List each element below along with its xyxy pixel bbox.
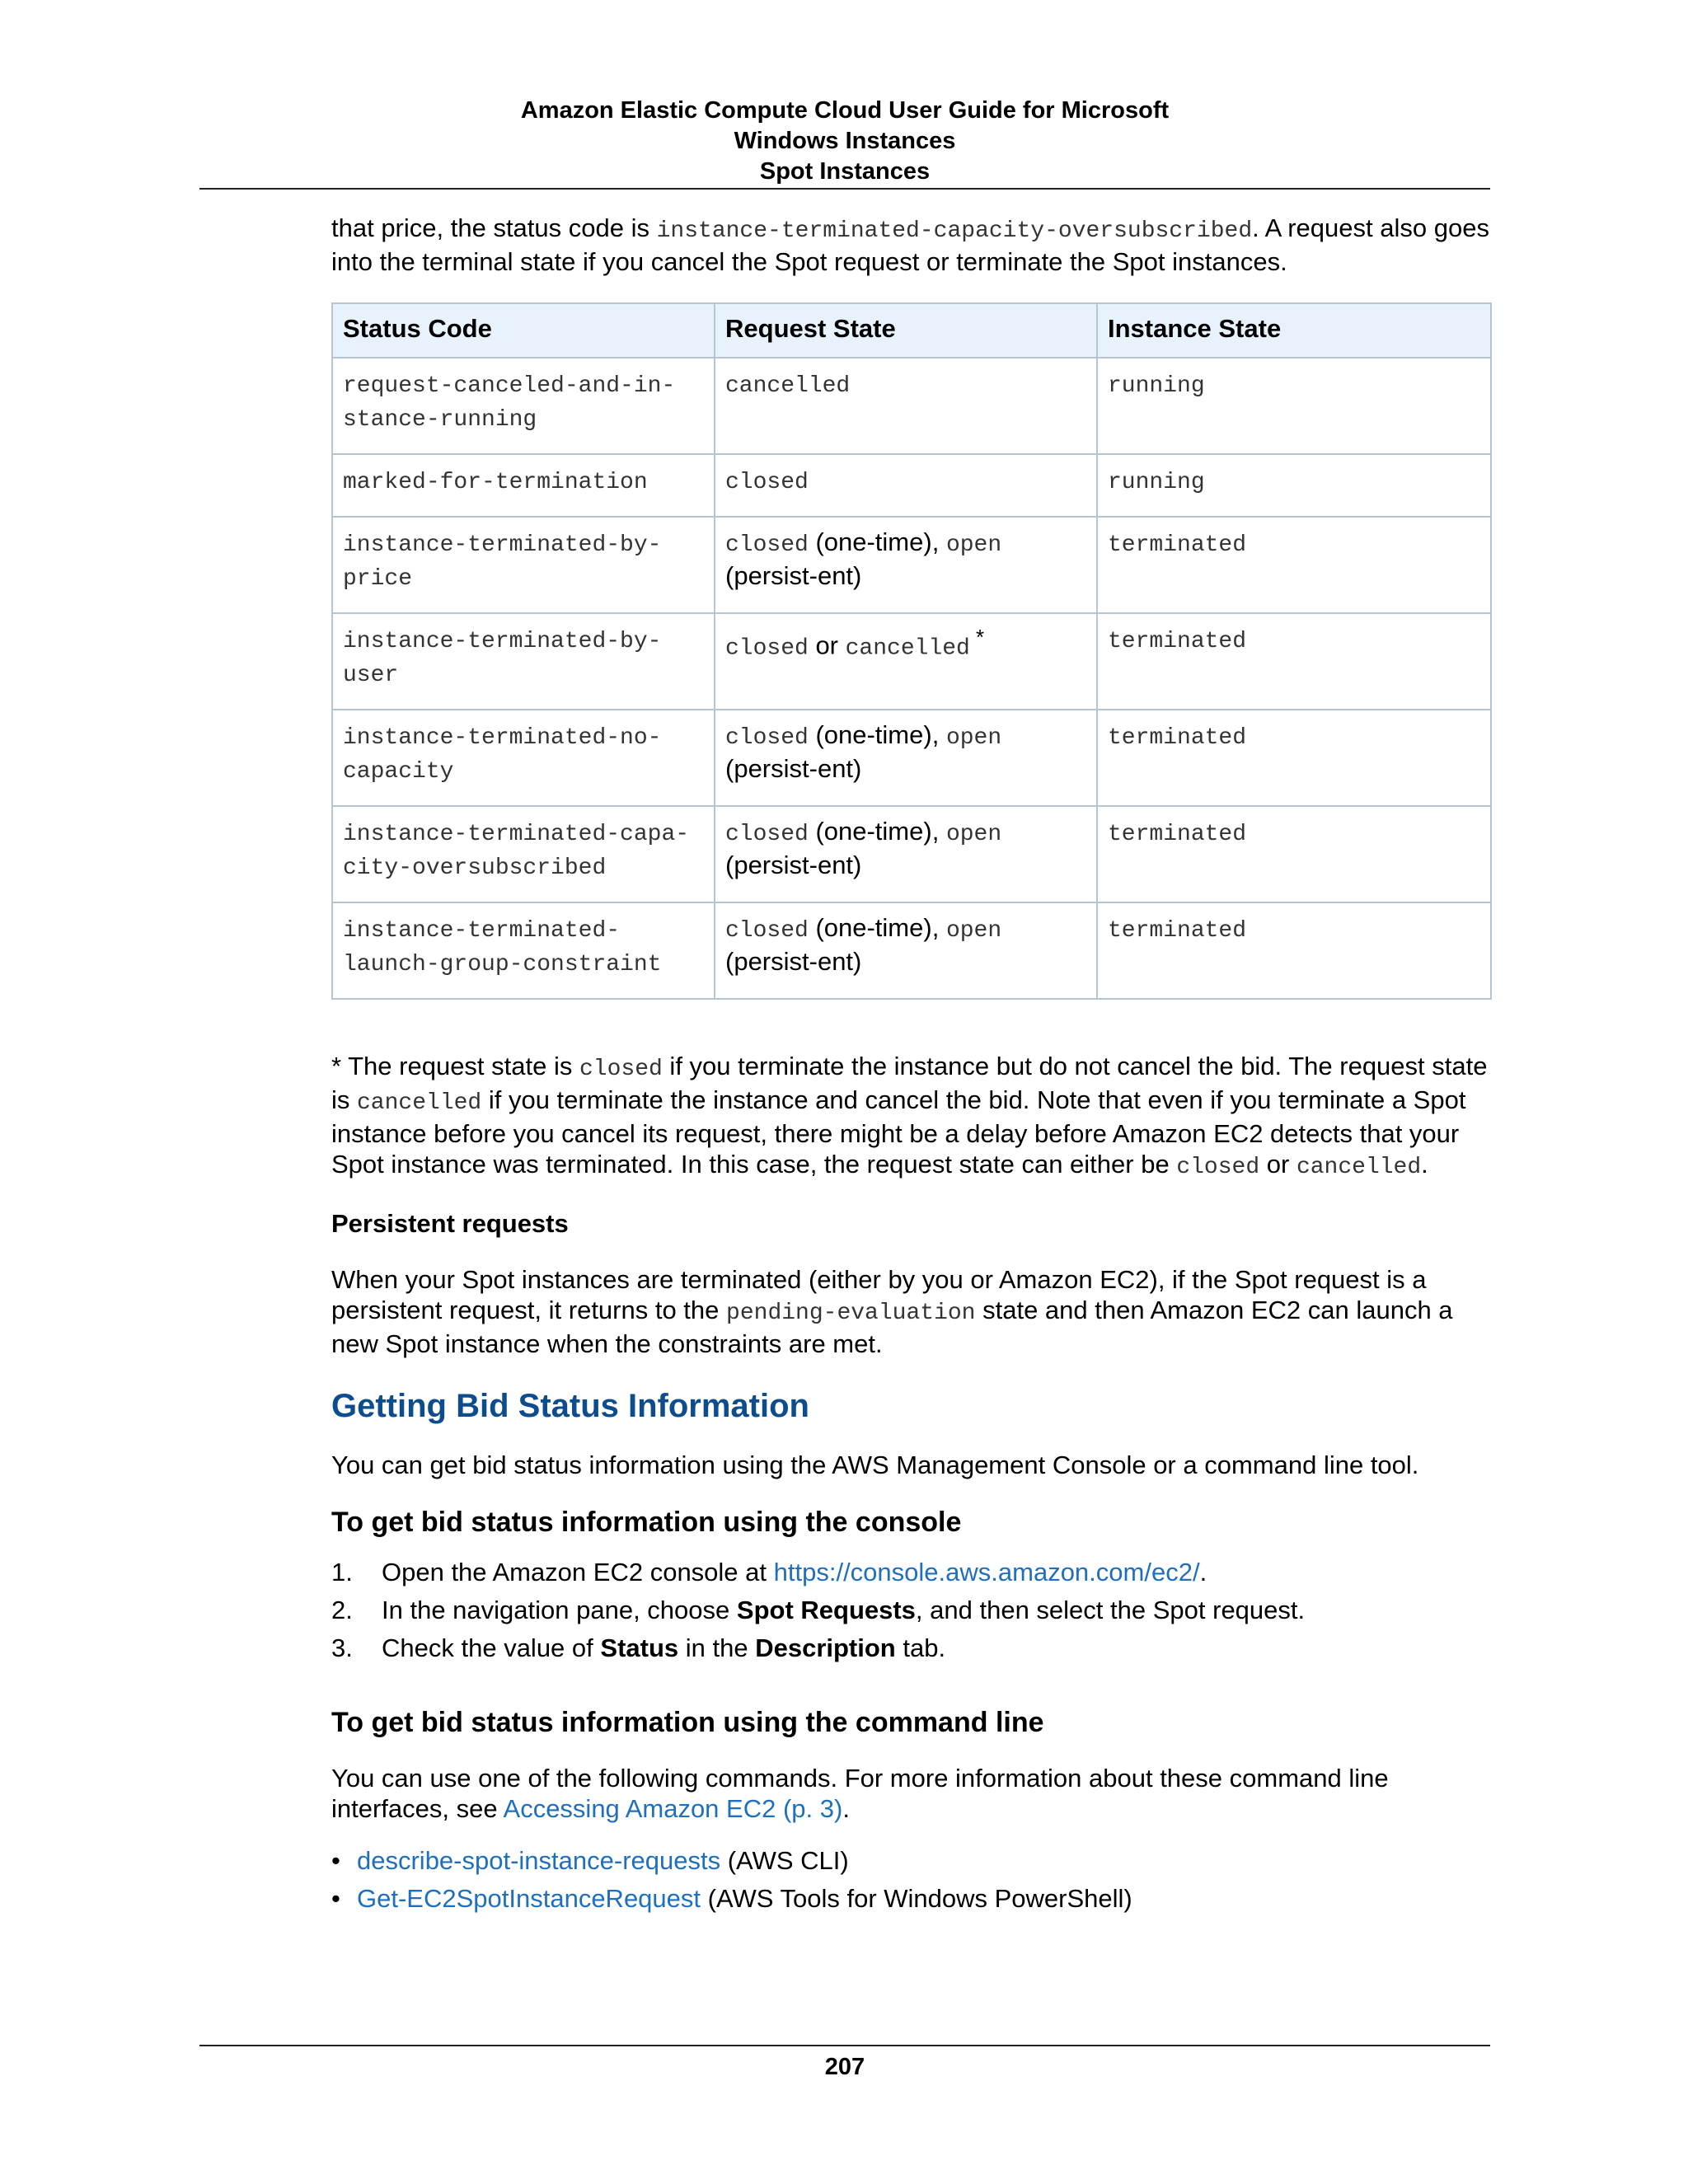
request-state-code: closed <box>725 918 809 944</box>
col-header-request-state: Request State <box>715 303 1097 358</box>
instance-state-cell <box>1097 517 1491 613</box>
list-item <box>331 1595 1490 1625</box>
intro-text-2: . A request also goes into the terminal state if you cancel the Spot request or terminate the Spot instances. <box>331 213 1489 276</box>
request-state-cell <box>715 358 1097 454</box>
step-bold-2: Description <box>755 1633 896 1662</box>
request-state-code: closed <box>725 470 809 495</box>
status-code-part-2: city-oversubscribed <box>343 855 607 881</box>
table-row <box>332 613 1491 710</box>
step-text-mid: in the <box>678 1633 756 1662</box>
command-note: (AWS Tools for Windows PowerShell) <box>701 1884 1132 1913</box>
step-text: Open the Amazon EC2 console at <box>382 1558 774 1586</box>
status-code-cell <box>332 454 715 517</box>
footnote-code-2: cancelled <box>357 1090 482 1116</box>
cli-text-1: You can use one of the following commands. For more information about these command line interfaces, see <box>331 1764 1389 1823</box>
step-number: 3. <box>331 1633 353 1662</box>
section-title: Getting Bid Status Information <box>331 1388 809 1424</box>
step-text: Check the value of <box>382 1633 601 1662</box>
console-heading: To get bid status information using the console <box>331 1507 962 1538</box>
status-code-cell <box>332 613 715 710</box>
page-content <box>331 213 1490 1921</box>
table-row <box>332 710 1491 806</box>
table-row <box>332 454 1491 517</box>
status-code-part-2: launch-group-constraint <box>343 952 662 977</box>
describe-spot-link[interactable]: describe-spot-instance-requests <box>357 1846 721 1875</box>
get-ec2-spot-link[interactable]: Get-EC2SpotInstanceRequest <box>357 1884 701 1913</box>
list-item <box>331 1845 1490 1876</box>
table-row <box>332 806 1491 902</box>
cli-commands <box>331 1845 1490 1914</box>
console-steps <box>331 1557 1490 1663</box>
request-state-code: closed <box>725 822 809 847</box>
step-bold: Spot Requests <box>736 1596 916 1624</box>
footnote-code-1: closed <box>579 1057 663 1082</box>
instance-state-code: terminated <box>1108 725 1247 751</box>
status-code-cell <box>332 806 715 902</box>
persistent-heading: Persistent requests <box>331 1209 569 1238</box>
request-state-code: cancelled <box>725 373 851 399</box>
status-code-cell <box>332 710 715 806</box>
request-state-cell <box>715 613 1097 710</box>
intro-code: instance-terminated-capacity-oversubscribed <box>656 218 1253 244</box>
list-item <box>331 1557 1490 1587</box>
request-state-text: (one-time), <box>808 817 946 846</box>
accessing-ec2-link[interactable]: Accessing Amazon EC2 (p. 3) <box>503 1794 843 1823</box>
status-code-part-2: stance-running <box>343 407 537 433</box>
instance-state-cell <box>1097 358 1491 454</box>
request-state-code: closed <box>725 725 809 751</box>
request-state-tail: (persist-ent) <box>725 754 862 783</box>
page-number: 207 <box>824 2054 865 2080</box>
instance-state-code: terminated <box>1108 918 1247 944</box>
persistent-code: pending-evaluation <box>726 1301 976 1326</box>
request-state-code-2: open <box>945 918 1002 944</box>
footnote-text-4: or <box>1259 1150 1296 1179</box>
console-link[interactable]: https://console.aws.amazon.com/ec2/ <box>773 1558 1200 1586</box>
request-state-tail: (persist-ent) <box>725 947 862 976</box>
instance-state-cell <box>1097 806 1491 902</box>
request-state-text: (one-time), <box>808 913 946 942</box>
instance-state-code: terminated <box>1108 629 1247 654</box>
instance-state-cell <box>1097 454 1491 517</box>
status-code-cell <box>332 902 715 999</box>
col-header-status-code: Status Code <box>332 303 715 358</box>
status-code-part-1: instance-terminated- <box>343 918 621 944</box>
instance-state-cell <box>1097 902 1491 999</box>
table-row <box>332 358 1491 454</box>
request-state-code-2: open <box>945 725 1002 751</box>
list-item <box>331 1883 1490 1914</box>
request-state-cell <box>715 902 1097 999</box>
status-code-part-1: marked-for-termination <box>343 470 648 495</box>
status-code-table <box>331 302 1492 1000</box>
step-number: 1. <box>331 1558 353 1586</box>
intro-text-1: that price, the status code is <box>331 213 657 242</box>
step-text-end: . <box>1199 1558 1207 1586</box>
step-text-end: tab. <box>895 1633 946 1662</box>
cli-paragraph <box>331 1763 1490 1824</box>
list-item <box>331 1633 1490 1663</box>
cli-text-2: . <box>842 1794 850 1823</box>
footnote-code-3: closed <box>1176 1155 1260 1180</box>
step-text: In the navigation pane, choose <box>382 1596 737 1624</box>
table-row <box>332 517 1491 613</box>
instance-state-cell <box>1097 613 1491 710</box>
header-line-1: Amazon Elastic Compute Cloud User Guide for Microsoft <box>520 97 1170 124</box>
header-line-3: Spot Instances <box>759 158 931 185</box>
header-rule <box>199 188 1490 190</box>
request-state-text: or <box>808 630 846 660</box>
intro-paragraph <box>331 213 1490 277</box>
bullet: • <box>331 1884 340 1913</box>
footnote-text-1: * The request state is <box>331 1052 579 1080</box>
header-line-2: Windows Instances <box>734 128 956 154</box>
command-note: (AWS CLI) <box>720 1846 849 1875</box>
request-state-code-2: cancelled <box>845 635 970 662</box>
request-state-cell <box>715 517 1097 613</box>
request-state-tail: (persist-ent) <box>725 561 862 590</box>
status-code-part-2: capacity <box>343 759 454 785</box>
request-state-text: (one-time), <box>808 527 946 556</box>
request-state-cell <box>715 710 1097 806</box>
bullet: • <box>331 1846 340 1875</box>
table-header-row <box>332 303 1491 358</box>
running-header <box>199 96 1490 187</box>
footer-rule <box>199 2045 1490 2046</box>
request-state-text: (one-time), <box>808 720 946 749</box>
instance-state-cell <box>1097 710 1491 806</box>
status-code-part-1: request-canceled-and-in- <box>343 373 676 399</box>
footnote-text-2: if you terminate the instance but do not cancel the bid. The request state is <box>331 1052 1488 1114</box>
footnote-text-5: . <box>1421 1150 1428 1179</box>
col-header-instance-state: Instance State <box>1097 303 1491 358</box>
step-number: 2. <box>331 1596 353 1624</box>
footnote-paragraph <box>331 1051 1490 1183</box>
persistent-text-1: When your Spot instances are terminated (either by you or Amazon EC2), if the Spot request is a persistent request, it returns to the <box>331 1265 1427 1324</box>
step-bold-1: Status <box>600 1633 679 1662</box>
section-intro: You can get bid status information using the AWS Management Console or a command line tool. <box>331 1451 1419 1479</box>
status-code-part-1: instance-terminated-by- <box>343 532 662 558</box>
request-state-tail: (persist-ent) <box>725 851 862 879</box>
footnote-text-3: if you terminate the instance and cancel the bid. Note that even if you terminate a Spot instance before you cancel its request, there might be a delay before Amazon EC2 detects that your Spot instance was terminated. In this case, the request state can either be <box>331 1085 1466 1179</box>
cli-heading: To get bid status information using the command line <box>331 1707 1044 1738</box>
status-code-part-1: instance-terminated-no- <box>343 725 662 751</box>
step-text-end: , and then select the Spot request. <box>915 1596 1306 1624</box>
instance-state-code: running <box>1108 373 1205 399</box>
request-state-cell <box>715 806 1097 902</box>
footnote-marker: * <box>969 626 985 649</box>
status-code-part-1: instance-terminated-by- <box>343 629 662 654</box>
request-state-code: closed <box>725 635 809 662</box>
footnote-code-4: cancelled <box>1296 1155 1422 1180</box>
instance-state-code: running <box>1108 470 1205 495</box>
status-code-part-2: price <box>343 566 413 592</box>
request-state-code: closed <box>725 532 809 558</box>
instance-state-code: terminated <box>1108 822 1247 847</box>
persistent-paragraph <box>331 1264 1490 1359</box>
persistent-text-2: state and then Amazon EC2 can launch a new Spot instance when the constraints are met. <box>331 1296 1453 1358</box>
status-code-part-1: instance-terminated-capa- <box>343 822 690 847</box>
table-row <box>332 902 1491 999</box>
request-state-cell <box>715 454 1097 517</box>
status-code-cell <box>332 358 715 454</box>
request-state-code-2: open <box>945 532 1002 558</box>
request-state-code-2: open <box>945 822 1002 847</box>
instance-state-code: terminated <box>1108 532 1247 558</box>
status-code-part-2: user <box>343 663 399 688</box>
status-code-cell <box>332 517 715 613</box>
